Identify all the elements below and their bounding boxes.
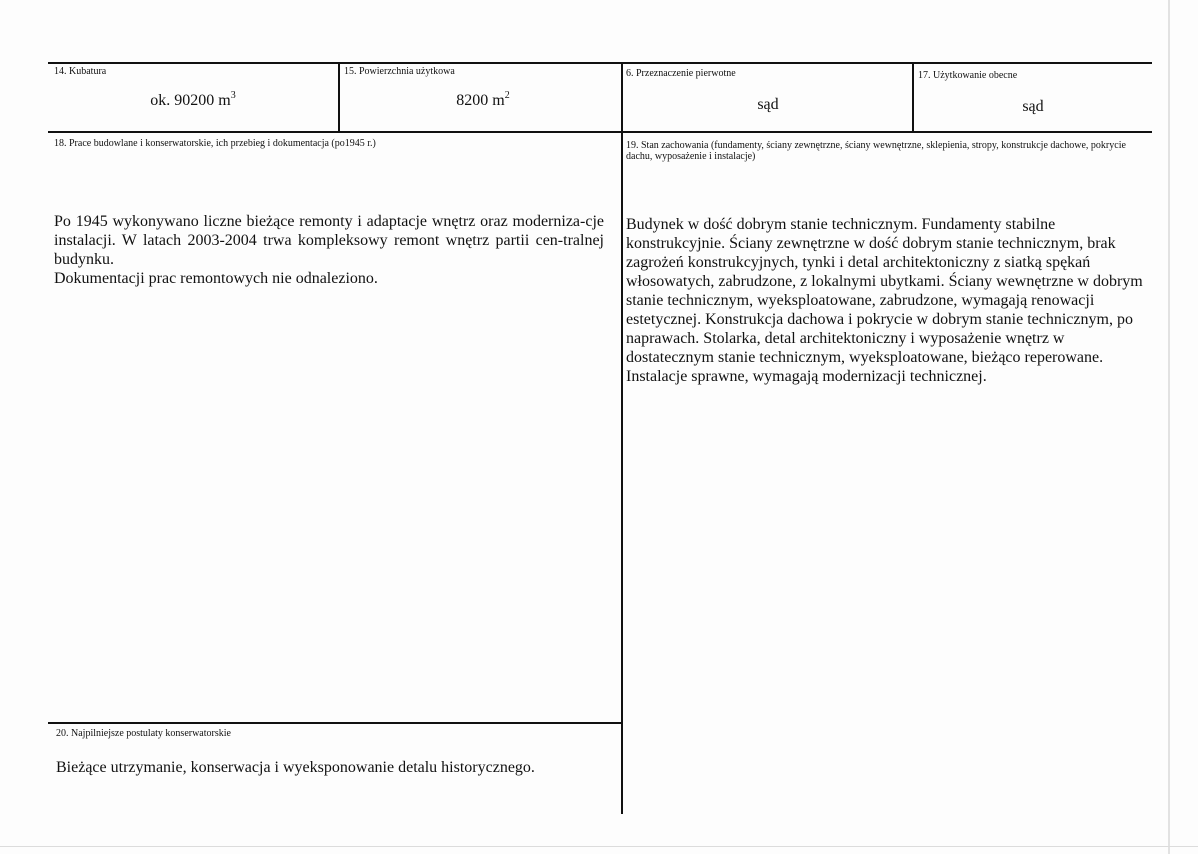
prace-label: 18. Prace budowlane i konserwatorskie, ich przebieg i dokumentacja (po1945 r.) [54, 138, 376, 149]
kubatura-label: 14. Kubatura [54, 66, 107, 77]
powierzchnia-unit-exponent: 2 [504, 90, 510, 101]
przeznaczenie-label: 6. Przeznaczenie pierwotne [626, 68, 736, 79]
stan-text: Budynek w dość dobrym stanie technicznym. Fundamenty stabilne konstrukcyjnie. Ściany zewnętrzne w dość dobrym stanie technicznym, brak zagrożeń konstrukcyjnych, tynki i detal architektoniczny z siatką spękań włosowatych, zabrudzone, z lokalnymi ubytkami. Ściany wewnętrzne w dobrym stanie technicznym, wyeksploatowane, zabrudzone, wymagają renowacji estetycznej. Konstrukcja dachowa i pokrycie w dobrym stanie technicznym, po naprawach. Stolarka, detal architektoniczny i wyposażenie wnętrz w dostatecznym stanie technicznym, wyeksploatowane, bieżąco reperowane. Instalacje sprawne, wymagają modernizacji technicznej. [626, 216, 1143, 385]
przeznaczenie-value: sąd [757, 96, 779, 113]
prace-documentation-note: Dokumentacji prac remontowych nie odnaleziono. [54, 270, 378, 287]
uzytkowanie-value: sąd [1022, 98, 1044, 115]
postulaty-text: Bieżące utrzymanie, konserwacja i wyeksponowanie detalu historycznego. [56, 759, 535, 776]
kubatura-value: ok. 90200 $m^3$ [150, 90, 236, 109]
scan-edge-bottom [0, 846, 1198, 847]
postulaty-divider [48, 722, 623, 724]
scan-edge-right [1168, 0, 1170, 854]
stan-label: 19. Stan zachowania (fundamenty, ściany zewnętrzne, ściany wewnętrzne, sklepienia, stropy, konstrukcje dachowe, pokrycie dachu, wyposażenie i instalacje) [626, 140, 1126, 162]
prace-paragraph: Po 1945 wykonywano liczne bieżące remonty i adaptacje wnętrz oraz moderniza-cje instalacji. W latach 2003-2004 trwa kompleksowy remont wnętrz partii cen-tralnej budynku. [54, 213, 604, 268]
kubatura-unit-exponent: 3 [230, 90, 236, 101]
prace-text [54, 212, 604, 288]
col-divider-center [621, 62, 623, 814]
top-rule [48, 62, 1152, 64]
powierzchnia-label: 15. Powierzchnia użytkowa [344, 66, 455, 77]
powierzchnia-value: 8200 $m^2$ [456, 90, 510, 109]
row-divider [48, 131, 1152, 133]
postulaty-label: 20. Najpilniejsze postulaty konserwatorskie [56, 728, 231, 739]
uzytkowanie-label: 17. Użytkowanie obecne [918, 70, 1018, 81]
